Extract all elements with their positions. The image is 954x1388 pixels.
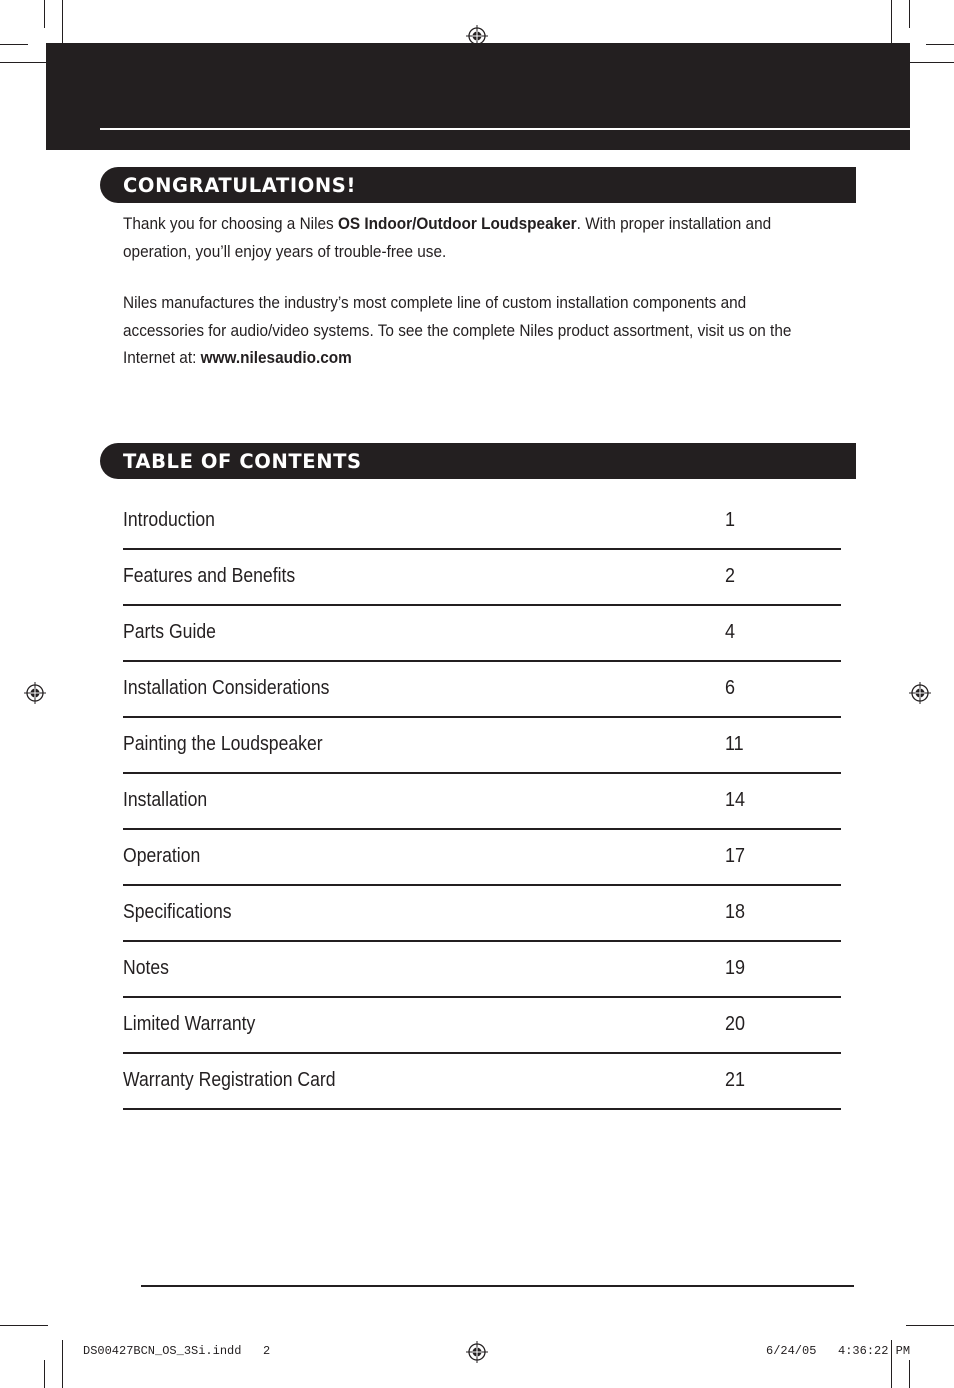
toc-entry-title: Operation: [123, 845, 201, 867]
toc-row[interactable]: [123, 662, 841, 718]
toc-entry-title: Parts Guide: [123, 621, 216, 643]
registration-mark-icon: [466, 1341, 488, 1363]
header-band: [46, 43, 910, 150]
toc-entry-page: 2: [725, 565, 736, 587]
toc-list: [123, 494, 841, 1110]
product-name: OS Indoor/Outdoor Loudspeaker: [337, 215, 577, 233]
toc-entry-page: 17: [725, 845, 746, 867]
intro-text-line2: operation, you’ll enjoy years of trouble-free use.: [123, 242, 447, 261]
company-text-line1: Niles manufactures the industry’s most complete line of custom installation components and: [123, 294, 747, 312]
toc-entry-page: 14: [725, 789, 746, 811]
crop-mark-icon: [909, 1360, 910, 1388]
toc-entry-page: 11: [725, 733, 744, 755]
website-link[interactable]: www.nilesaudio.com: [200, 349, 352, 367]
toc-row[interactable]: [123, 718, 841, 774]
crop-mark-icon: [62, 1340, 63, 1388]
toc-row[interactable]: [123, 998, 841, 1054]
registration-mark-icon: [24, 682, 46, 704]
crop-mark-icon: [909, 0, 910, 28]
toc-entry-title: Painting the Loudspeaker: [123, 733, 323, 755]
crop-mark-icon: [891, 0, 892, 48]
crop-mark-icon: [44, 1360, 45, 1388]
company-text-line3: Internet at:: [123, 349, 201, 367]
toc-entry-page: 19: [725, 957, 746, 979]
toc-entry-page: 21: [725, 1069, 746, 1091]
toc-row[interactable]: [123, 942, 841, 998]
toc-entry-title: Installation: [123, 789, 208, 811]
crop-mark-icon: [0, 62, 48, 63]
toc-entry-title: Introduction: [123, 509, 215, 531]
crop-mark-icon: [62, 0, 63, 48]
toc-heading: TABLE OF CONTENTS: [123, 449, 362, 473]
header-rule: [100, 128, 910, 130]
company-paragraph: [123, 290, 830, 373]
intro-paragraph: [123, 211, 830, 266]
congratulations-header-bar: [100, 167, 856, 203]
intro-text-cont: . With proper installation and: [576, 215, 772, 233]
crop-mark-icon: [0, 44, 28, 45]
toc-entry-page: 18: [725, 901, 746, 923]
toc-entry-title: Warranty Registration Card: [123, 1069, 336, 1091]
toc-row[interactable]: [123, 550, 841, 606]
slug-filename: DS00427BCN_OS_3Si.indd 2: [83, 1344, 271, 1358]
toc-entry-page: 20: [725, 1013, 746, 1035]
toc-row[interactable]: [123, 886, 841, 942]
toc-row[interactable]: [123, 830, 841, 886]
crop-mark-icon: [926, 44, 954, 45]
toc-entry-title: Limited Warranty: [123, 1013, 256, 1035]
toc-row[interactable]: [123, 494, 841, 550]
slug-timestamp: 6/24/05 4:36:22 PM: [766, 1344, 911, 1358]
toc-entry-page: 1: [725, 509, 736, 531]
toc-row[interactable]: [123, 1054, 841, 1110]
toc-entry-title: Installation Considerations: [123, 677, 330, 699]
toc-entry-title: Notes: [123, 957, 169, 979]
crop-mark-icon: [0, 1325, 48, 1326]
toc-entry-page: 4: [725, 621, 736, 643]
congratulations-heading: CONGRATULATIONS!: [123, 173, 356, 197]
toc-row[interactable]: [123, 606, 841, 662]
toc-entry-title: Features and Benefits: [123, 565, 296, 587]
crop-mark-icon: [906, 1325, 954, 1326]
crop-mark-icon: [906, 62, 954, 63]
footer-rule: [141, 1285, 854, 1287]
toc-entry-page: 6: [725, 677, 736, 699]
registration-mark-icon: [909, 682, 931, 704]
intro-text: Thank you for choosing a Niles: [123, 215, 338, 233]
company-text-line2: accessories for audio/video systems. To see the complete Niles product assortment, visit us on the: [123, 321, 792, 340]
toc-header-bar: [100, 443, 856, 479]
toc-row[interactable]: [123, 774, 841, 830]
crop-mark-icon: [44, 0, 45, 28]
toc-entry-title: Specifications: [123, 901, 232, 923]
